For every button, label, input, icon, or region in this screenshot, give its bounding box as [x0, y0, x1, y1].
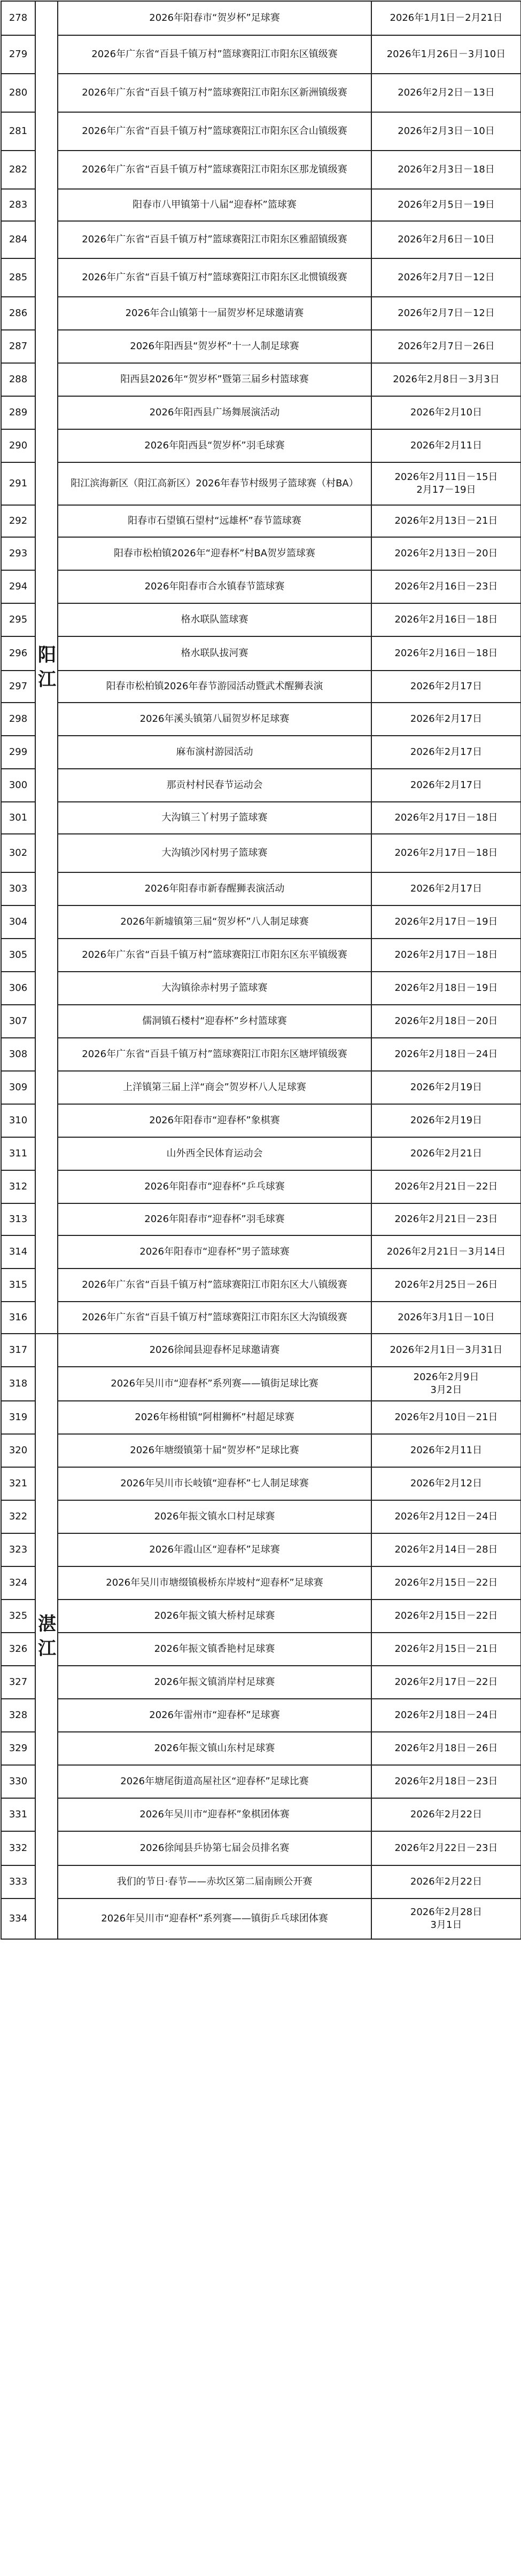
table-row — [1, 35, 521, 74]
event-name: 阳春市松柏镇2026年春节游园活动暨武术醒狮表演 — [58, 671, 371, 703]
table-row — [1, 1235, 521, 1269]
event-date: 2026年2月18日－20日 — [371, 1005, 521, 1038]
table-row — [1, 1765, 521, 1798]
table-row — [1, 1104, 521, 1137]
event-name: 2026年广东省“百县千镇万村”篮球赛阳江市阳东区东平镇级赛 — [58, 939, 371, 972]
event-date: 2026年2月18日－24日 — [371, 1699, 521, 1732]
event-date: 2026年2月8日－3月3日 — [371, 363, 521, 396]
event-date: 2026年2月28日 3月1日 — [371, 1898, 521, 1939]
event-date: 2026年2月18日－19日 — [371, 972, 521, 1005]
table-row — [1, 112, 521, 151]
event-date: 2026年3月1日－10日 — [371, 1302, 521, 1334]
event-date: 2026年2月19日 — [371, 1071, 521, 1104]
table-row — [1, 769, 521, 802]
table-row — [1, 972, 521, 1005]
event-date: 2026年2月21日 — [371, 1137, 521, 1170]
event-name: 2026年阳西县“贺岁杯”羽毛球赛 — [58, 429, 371, 462]
row-number: 282 — [1, 151, 35, 189]
region-name: 湛 江 — [35, 1334, 58, 1939]
table-row — [1, 429, 521, 462]
row-number: 333 — [1, 1865, 35, 1898]
event-date: 2026年2月12日－24日 — [371, 1500, 521, 1533]
event-date: 2026年2月3日－10日 — [371, 112, 521, 151]
table-row — [1, 1467, 521, 1500]
event-date: 2026年2月19日 — [371, 1104, 521, 1137]
table-row — [1, 671, 521, 703]
table-row — [1, 905, 521, 939]
row-number: 334 — [1, 1898, 35, 1939]
table-row — [1, 74, 521, 112]
table-row — [1, 1666, 521, 1699]
table-row — [1, 505, 521, 537]
table-row — [1, 1005, 521, 1038]
table-row — [1, 1, 521, 35]
row-number: 304 — [1, 905, 35, 939]
event-name: 2026年阳春市“贺岁杯”足球赛 — [58, 1, 371, 35]
event-date: 2026年2月17日 — [371, 671, 521, 703]
table-row — [1, 1137, 521, 1170]
event-name: 2026年阳春市“迎春杯”男子篮球赛 — [58, 1235, 371, 1269]
table-row — [1, 1898, 521, 1939]
event-name: 2026年振文镇山东村足球赛 — [58, 1732, 371, 1765]
event-name: 2026年新墟镇第三届“贺岁杯”八人制足球赛 — [58, 905, 371, 939]
event-name: 儒洞镇石楼村“迎春杯”乡村篮球赛 — [58, 1005, 371, 1038]
row-number: 327 — [1, 1666, 35, 1699]
table-row — [1, 1500, 521, 1533]
event-date: 2026年2月16日－18日 — [371, 603, 521, 636]
event-name: 2026年振文镇消岸村足球赛 — [58, 1666, 371, 1699]
event-name: 2026年溪头镇第八届贺岁杯足球赛 — [58, 703, 371, 736]
event-name: 2026年阳西县“贺岁杯”十一人制足球赛 — [58, 330, 371, 363]
table-row — [1, 1633, 521, 1666]
event-date: 2026年2月17日－18日 — [371, 939, 521, 972]
event-date: 2026年1月1日－2月21日 — [371, 1, 521, 35]
row-number: 288 — [1, 363, 35, 396]
row-number: 286 — [1, 297, 35, 330]
event-name: 2026年塘尾街道高屋社区“迎春杯”足球比赛 — [58, 1765, 371, 1798]
row-number: 287 — [1, 330, 35, 363]
events-table — [1, 1, 521, 1940]
table-row — [1, 570, 521, 603]
row-number: 285 — [1, 258, 35, 297]
table-row — [1, 1203, 521, 1235]
row-number: 305 — [1, 939, 35, 972]
row-number: 328 — [1, 1699, 35, 1732]
event-name: 2026年吴川市“迎春杯”象棋团体赛 — [58, 1798, 371, 1831]
row-number: 292 — [1, 505, 35, 537]
row-number: 309 — [1, 1071, 35, 1104]
table-row — [1, 1334, 521, 1367]
row-number: 320 — [1, 1434, 35, 1467]
event-date: 2026年2月9日 3月2日 — [371, 1367, 521, 1401]
row-number: 329 — [1, 1732, 35, 1765]
event-date: 2026年2月7日－12日 — [371, 297, 521, 330]
event-name: 阳春市八甲镇第十八届“迎春杯”篮球赛 — [58, 189, 371, 221]
table-row — [1, 537, 521, 570]
event-name: 2026年霞山区“迎春杯”足球赛 — [58, 1533, 371, 1566]
event-date: 2026年2月14日－28日 — [371, 1533, 521, 1566]
table-row — [1, 1831, 521, 1865]
event-date: 2026年2月22日 — [371, 1865, 521, 1898]
event-date: 2026年2月1日－3月31日 — [371, 1334, 521, 1367]
table-row — [1, 1798, 521, 1831]
event-date: 2026年2月5日－19日 — [371, 189, 521, 221]
event-name: 2026年阳春市“迎春杯”羽毛球赛 — [58, 1203, 371, 1235]
row-number: 303 — [1, 872, 35, 905]
event-name: 2026年广东省“百县千镇万村”篮球赛阳江市阳东区镇级赛 — [58, 35, 371, 74]
table-row — [1, 1434, 521, 1467]
row-number: 314 — [1, 1235, 35, 1269]
event-name: 2026徐闻县乒协第七届会员排名赛 — [58, 1831, 371, 1865]
event-name: 那贡村村民春节运动会 — [58, 769, 371, 802]
event-date: 2026年2月13日－20日 — [371, 537, 521, 570]
table-row — [1, 1269, 521, 1302]
event-date: 2026年2月2日－13日 — [371, 74, 521, 112]
event-name: 2026年广东省“百县千镇万村”篮球赛阳江市阳东区合山镇级赛 — [58, 112, 371, 151]
event-name: 麻布演村游园活动 — [58, 736, 371, 769]
table-row — [1, 221, 521, 258]
table-row — [1, 1865, 521, 1898]
event-date: 2026年2月21日－3月14日 — [371, 1235, 521, 1269]
event-name: 2026年振文镇大桥村足球赛 — [58, 1600, 371, 1633]
event-date: 2026年2月7日－26日 — [371, 330, 521, 363]
row-number: 299 — [1, 736, 35, 769]
event-name: 2026年阳春市“迎春杯”乒乓球赛 — [58, 1170, 371, 1203]
event-name: 阳江滨海新区（阳江高新区）2026年春节村级男子篮球赛（村BA） — [58, 462, 371, 505]
event-name: 2026年广东省“百县千镇万村”篮球赛阳江市阳东区大沟镇级赛 — [58, 1302, 371, 1334]
row-number: 316 — [1, 1302, 35, 1334]
event-date: 2026年2月15日－22日 — [371, 1600, 521, 1633]
event-name: 阳春市石望镇石望村“远雄杯”春节篮球赛 — [58, 505, 371, 537]
row-number: 301 — [1, 802, 35, 834]
row-number: 315 — [1, 1269, 35, 1302]
event-name: 大沟镇徐赤村男子篮球赛 — [58, 972, 371, 1005]
row-number: 289 — [1, 396, 35, 429]
events-table-body — [1, 1, 521, 1939]
event-name: 2026年吴川市长岐镇“迎春杯”七人制足球赛 — [58, 1467, 371, 1500]
event-name: 2026年广东省“百县千镇万村”篮球赛阳江市阳东区雅韶镇级赛 — [58, 221, 371, 258]
event-date: 2026年2月6日－10日 — [371, 221, 521, 258]
event-date: 2026年2月17日－22日 — [371, 1666, 521, 1699]
row-number: 293 — [1, 537, 35, 570]
event-name: 山外西全民体育运动会 — [58, 1137, 371, 1170]
row-number: 318 — [1, 1367, 35, 1401]
row-number: 317 — [1, 1334, 35, 1367]
event-date: 2026年2月21日－22日 — [371, 1170, 521, 1203]
row-number: 298 — [1, 703, 35, 736]
row-number: 332 — [1, 1831, 35, 1865]
row-number: 311 — [1, 1137, 35, 1170]
row-number: 312 — [1, 1170, 35, 1203]
event-name: 2026年阳春市“迎春杯”象棋赛 — [58, 1104, 371, 1137]
event-name: 2026年阳春市新春醒狮表演活动 — [58, 872, 371, 905]
event-name: 2026年振文镇香艳村足球赛 — [58, 1633, 371, 1666]
event-date: 2026年2月18日－23日 — [371, 1765, 521, 1798]
event-name: 阳春市松柏镇2026年“迎春杯”村BA贺岁篮球赛 — [58, 537, 371, 570]
row-number: 295 — [1, 603, 35, 636]
event-date: 2026年2月17日 — [371, 736, 521, 769]
table-row — [1, 151, 521, 189]
row-number: 307 — [1, 1005, 35, 1038]
event-date: 2026年2月17日 — [371, 872, 521, 905]
table-row — [1, 1302, 521, 1334]
row-number: 321 — [1, 1467, 35, 1500]
event-name: 2026年吴川市“迎春杯”系列赛——镇街足球比赛 — [58, 1367, 371, 1401]
event-date: 2026年2月17日－19日 — [371, 905, 521, 939]
region-name: 阳 江 — [35, 1, 58, 1334]
event-date: 2026年2月18日－26日 — [371, 1732, 521, 1765]
event-name: 大沟镇三丫村男子篮球赛 — [58, 802, 371, 834]
row-number: 308 — [1, 1038, 35, 1071]
event-date: 2026年2月12日 — [371, 1467, 521, 1500]
table-row — [1, 636, 521, 671]
table-row — [1, 189, 521, 221]
event-name: 2026年广东省“百县千镇万村”篮球赛阳江市阳东区新洲镇级赛 — [58, 74, 371, 112]
table-row — [1, 363, 521, 396]
event-name: 2026年杨柑镇“阿柑狮杯”村超足球赛 — [58, 1401, 371, 1434]
event-name: 2026年吴川市“迎春杯”系列赛——镇街乒乓球团体赛 — [58, 1898, 371, 1939]
row-number: 280 — [1, 74, 35, 112]
event-date: 2026年2月11日 — [371, 1434, 521, 1467]
row-number: 326 — [1, 1633, 35, 1666]
table-row — [1, 258, 521, 297]
event-date: 2026年1月26日－3月10日 — [371, 35, 521, 74]
table-row — [1, 1038, 521, 1071]
table-row — [1, 462, 521, 505]
row-number: 330 — [1, 1765, 35, 1798]
event-date: 2026年2月11日 — [371, 429, 521, 462]
table-row — [1, 939, 521, 972]
event-date: 2026年2月17日－18日 — [371, 834, 521, 872]
row-number: 291 — [1, 462, 35, 505]
row-number: 296 — [1, 636, 35, 671]
event-name: 格水联队篮球赛 — [58, 603, 371, 636]
event-name: 2026年广东省“百县千镇万村”篮球赛阳江市阳东区大八镇级赛 — [58, 1269, 371, 1302]
event-name: 阳西县2026年“贺岁杯”暨第三届乡村篮球赛 — [58, 363, 371, 396]
row-number: 290 — [1, 429, 35, 462]
event-name: 2026年振文镇水口村足球赛 — [58, 1500, 371, 1533]
row-number: 325 — [1, 1600, 35, 1633]
event-name: 格水联队拔河赛 — [58, 636, 371, 671]
event-name: 2026年合山镇第十一届贺岁杯足球邀请赛 — [58, 297, 371, 330]
table-row — [1, 330, 521, 363]
table-row — [1, 1566, 521, 1600]
table-row — [1, 1170, 521, 1203]
table-row — [1, 603, 521, 636]
event-date: 2026年2月7日－12日 — [371, 258, 521, 297]
table-row — [1, 1401, 521, 1434]
event-date: 2026年2月22日－23日 — [371, 1831, 521, 1865]
event-name: 2026年雷州市“迎春杯”足球赛 — [58, 1699, 371, 1732]
event-name: 2026年广东省“百县千镇万村”篮球赛阳江市阳东区塘坪镇级赛 — [58, 1038, 371, 1071]
row-number: 300 — [1, 769, 35, 802]
row-number: 294 — [1, 570, 35, 603]
table-row — [1, 834, 521, 872]
table-row — [1, 1732, 521, 1765]
table-row — [1, 396, 521, 429]
row-number: 281 — [1, 112, 35, 151]
row-number: 279 — [1, 35, 35, 74]
event-date: 2026年2月15日－22日 — [371, 1566, 521, 1600]
event-date: 2026年2月18日－24日 — [371, 1038, 521, 1071]
event-date: 2026年2月10日－21日 — [371, 1401, 521, 1434]
row-number: 324 — [1, 1566, 35, 1600]
event-date: 2026年2月17日－18日 — [371, 802, 521, 834]
event-date: 2026年2月13日－21日 — [371, 505, 521, 537]
event-name: 2026年吴川市塘缀镇极桥东岸坡村“迎春杯”足球赛 — [58, 1566, 371, 1600]
event-name: 2026年广东省“百县千镇万村”篮球赛阳江市阳东区北惯镇级赛 — [58, 258, 371, 297]
table-row — [1, 736, 521, 769]
event-name: 2026年阳西县广场舞展演活动 — [58, 396, 371, 429]
row-number: 306 — [1, 972, 35, 1005]
event-date: 2026年2月17日 — [371, 769, 521, 802]
event-date: 2026年2月22日 — [371, 1798, 521, 1831]
event-date: 2026年2月15日－21日 — [371, 1633, 521, 1666]
row-number: 310 — [1, 1104, 35, 1137]
event-name: 2026徐闻县迎春杯足球邀请赛 — [58, 1334, 371, 1367]
row-number: 283 — [1, 189, 35, 221]
event-name: 我们的节日·春节——赤坎区第二届南顾公开赛 — [58, 1865, 371, 1898]
table-row — [1, 1367, 521, 1401]
event-name: 2026年阳春市合水镇春节篮球赛 — [58, 570, 371, 603]
table-row — [1, 703, 521, 736]
row-number: 302 — [1, 834, 35, 872]
row-number: 323 — [1, 1533, 35, 1566]
table-row — [1, 872, 521, 905]
table-row — [1, 297, 521, 330]
row-number: 297 — [1, 671, 35, 703]
event-name: 2026年塘缀镇第十届“贺岁杯”足球比赛 — [58, 1434, 371, 1467]
event-name: 2026年广东省“百县千镇万村”篮球赛阳江市阳东区那龙镇级赛 — [58, 151, 371, 189]
table-row — [1, 1600, 521, 1633]
event-date: 2026年2月3日－18日 — [371, 151, 521, 189]
row-number: 313 — [1, 1203, 35, 1235]
table-row — [1, 1533, 521, 1566]
event-date: 2026年2月25日－26日 — [371, 1269, 521, 1302]
row-number: 319 — [1, 1401, 35, 1434]
event-date: 2026年2月10日 — [371, 396, 521, 429]
event-date: 2026年2月16日－23日 — [371, 570, 521, 603]
event-name: 大沟镇沙冈村男子篮球赛 — [58, 834, 371, 872]
event-date: 2026年2月21日－23日 — [371, 1203, 521, 1235]
row-number: 278 — [1, 1, 35, 35]
row-number: 331 — [1, 1798, 35, 1831]
table-row — [1, 802, 521, 834]
row-number: 322 — [1, 1500, 35, 1533]
event-name: 上洋镇第三届上洋“商会”贺岁杯八人足球赛 — [58, 1071, 371, 1104]
event-date: 2026年2月11日－15日 2月17－19日 — [371, 462, 521, 505]
row-number: 284 — [1, 221, 35, 258]
table-row — [1, 1699, 521, 1732]
event-date: 2026年2月16日－18日 — [371, 636, 521, 671]
table-row — [1, 1071, 521, 1104]
event-date: 2026年2月17日 — [371, 703, 521, 736]
